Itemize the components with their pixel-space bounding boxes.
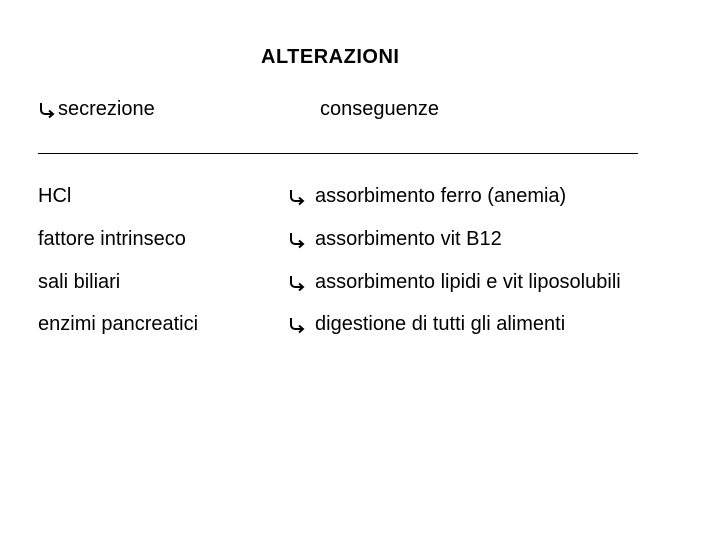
curved-arrow-right-icon [288, 274, 306, 292]
table-row [0, 271, 720, 301]
consequence-label: assorbimento lipidi e vit liposolubili [315, 271, 621, 293]
curved-arrow-right-icon [38, 101, 56, 119]
secretion-label: HCl [38, 185, 72, 207]
curved-arrow-right-icon [288, 316, 306, 334]
secretion-label: sali biliari [38, 271, 121, 293]
secretion-label: enzimi pancreatici [38, 313, 199, 335]
consequence-label: assorbimento vit B12 [315, 228, 502, 250]
consequence-label: digestione di tutti gli alimenti [315, 313, 566, 335]
consequence-item [288, 185, 566, 208]
table-row [0, 228, 720, 258]
consequence-item [288, 228, 502, 251]
secretion-label: fattore intrinseco [38, 228, 186, 250]
curved-arrow-right-icon [288, 188, 306, 206]
consequence-item [288, 313, 565, 336]
header-secretion [38, 98, 155, 121]
divider-line [38, 153, 638, 154]
consequence-item [288, 271, 621, 294]
consequence-label: assorbimento ferro (anemia) [315, 185, 567, 207]
table-row [0, 313, 720, 343]
page-title: ALTERAZIONI [261, 46, 400, 68]
header-secretion-label: secrezione [58, 98, 155, 120]
table-row [0, 185, 720, 215]
header-consequences: conseguenze [320, 98, 439, 120]
curved-arrow-right-icon [288, 231, 306, 249]
